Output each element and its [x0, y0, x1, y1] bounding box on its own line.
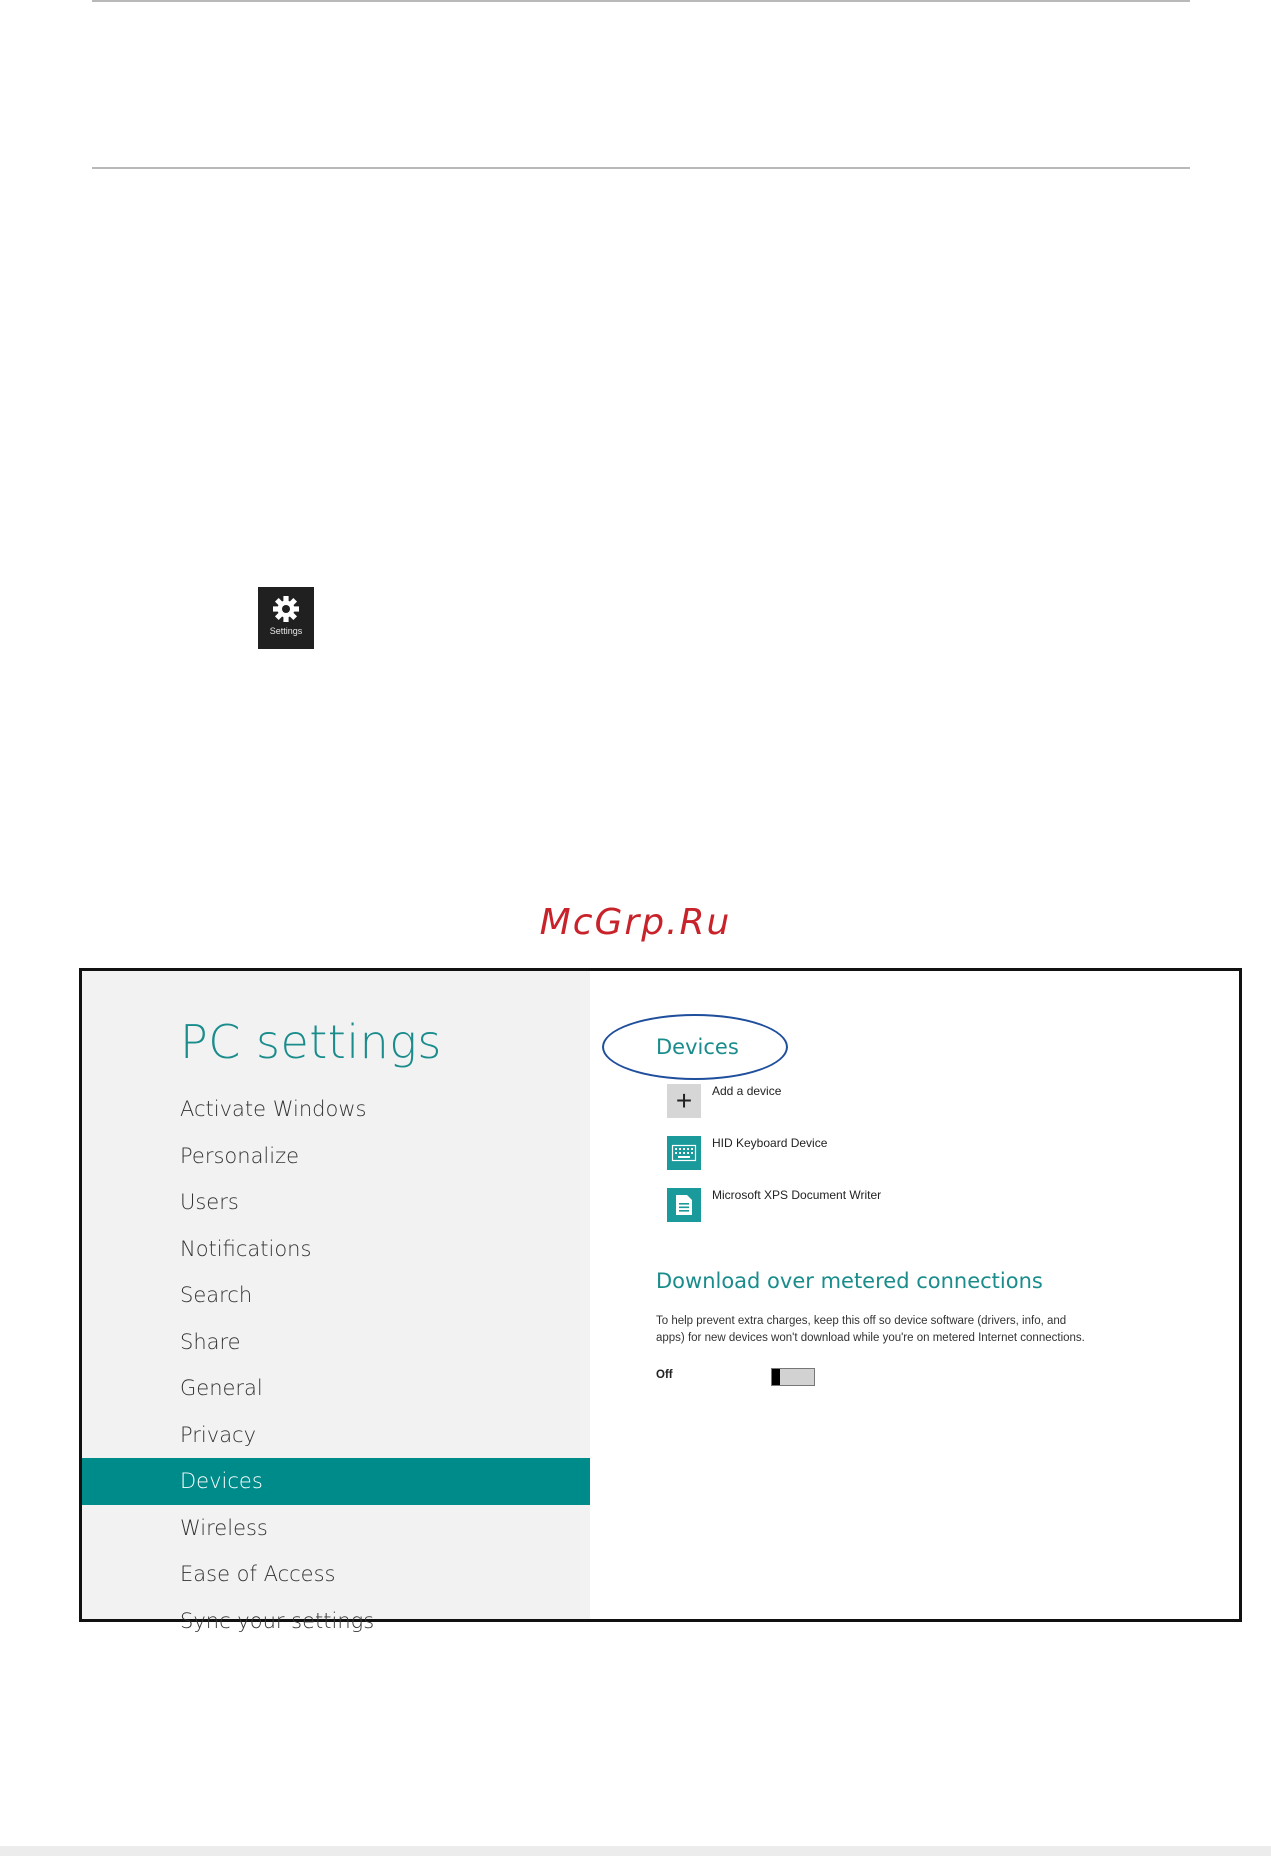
- sidebar-item-general[interactable]: General: [180, 1376, 263, 1400]
- page-title: PC settings: [180, 1015, 442, 1069]
- sidebar-item-sync-settings[interactable]: Sync your settings: [180, 1608, 375, 1633]
- sidebar-item-activate-windows[interactable]: Activate Windows: [180, 1097, 367, 1121]
- sidebar-item-share[interactable]: Share: [180, 1329, 241, 1354]
- metered-heading: Download over metered connections: [656, 1269, 1043, 1293]
- top-rule: [92, 0, 1190, 2]
- settings-nav: [82, 1086, 590, 1644]
- sidebar-item-personalize[interactable]: Personalize: [180, 1143, 300, 1168]
- sidebar-item-devices[interactable]: Devices: [82, 1458, 590, 1505]
- devices-panel: [590, 971, 1239, 1619]
- watermark: McGrp.Ru: [539, 902, 732, 943]
- settings-sidebar: [82, 971, 590, 1633]
- metered-toggle[interactable]: [771, 1368, 815, 1386]
- sidebar-item-ease-of-access[interactable]: Ease of Access: [180, 1562, 336, 1586]
- device-name: Microsoft XPS Document Writer: [712, 1188, 882, 1202]
- keyboard-icon: [667, 1136, 701, 1170]
- device-name: HID Keyboard Device: [712, 1136, 828, 1150]
- sidebar-item-search[interactable]: Search: [180, 1283, 253, 1307]
- toggle-knob: [772, 1369, 780, 1385]
- page-footer-band: [0, 1846, 1271, 1856]
- sidebar-item-wireless[interactable]: Wireless: [180, 1515, 268, 1540]
- toggle-state-label: Off: [656, 1369, 673, 1381]
- add-device-label: Add a device: [712, 1084, 782, 1098]
- settings-charm-tile[interactable]: [258, 587, 314, 649]
- header-rule: [92, 167, 1190, 169]
- sidebar-item-users[interactable]: Users: [180, 1190, 239, 1214]
- plus-icon: +: [667, 1084, 701, 1118]
- devices-heading: Devices: [656, 1035, 739, 1059]
- metered-description: To help prevent extra charges, keep this off so device software (drivers, info, and apps) for new devices won't download while you're on metered Internet connections.: [656, 1315, 1085, 1344]
- sidebar-item-notifications[interactable]: Notifications: [180, 1236, 312, 1261]
- settings-charm-label: Settings: [269, 626, 303, 636]
- sidebar-item-privacy[interactable]: Privacy: [180, 1422, 257, 1447]
- document-icon: [667, 1188, 701, 1222]
- pc-settings-screen: [79, 968, 1242, 1633]
- gear-icon: [272, 595, 300, 623]
